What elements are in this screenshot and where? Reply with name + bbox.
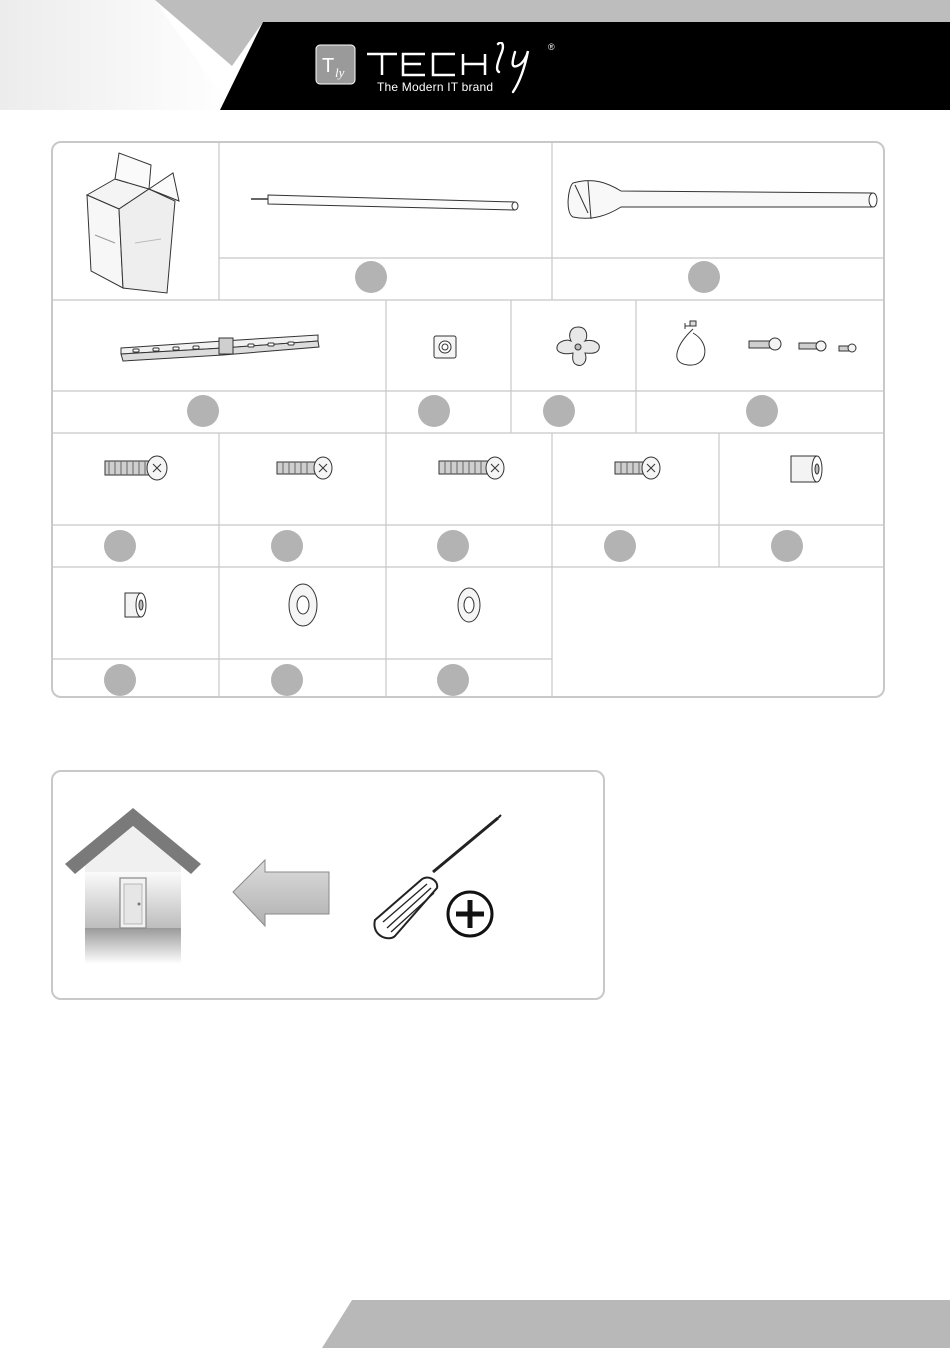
screw-icon (277, 457, 332, 479)
house-icon (65, 808, 201, 964)
screw-icon (105, 456, 167, 480)
tools-panel (51, 770, 605, 1000)
washer-icon (289, 584, 317, 626)
page-footer (0, 1300, 950, 1348)
badge-cable-screws (746, 395, 778, 427)
badge-screw-medium-b (437, 530, 469, 562)
page-header (0, 0, 950, 110)
phillips-plus-icon (448, 892, 492, 936)
parts-grid (53, 143, 885, 698)
washer-icon (458, 588, 480, 622)
badge-spacer-tall (771, 530, 803, 562)
bracket-icon (121, 335, 319, 361)
footer-band (0, 1300, 950, 1348)
badge-pole-short (355, 261, 387, 293)
badge-bracket (187, 395, 219, 427)
arrow-left-icon (233, 860, 329, 926)
tools-illustration (53, 772, 603, 998)
screw-icon (615, 457, 660, 479)
brand-logo-icon (315, 44, 357, 86)
badge-star-knob (543, 395, 575, 427)
brand-tagline: The Modern IT brand (377, 80, 494, 94)
badge-washer-small (437, 664, 469, 696)
badge-screw-short (604, 530, 636, 562)
svg-text:ly: ly (335, 65, 345, 80)
badge-square-nut (418, 395, 450, 427)
badge-screw-medium (271, 530, 303, 562)
screw-icon (439, 457, 504, 479)
badge-spacer-small (104, 664, 136, 696)
registered-mark: ® (548, 42, 555, 52)
badge-screw-long (104, 530, 136, 562)
package-box-icon (87, 153, 179, 293)
pole-icon (251, 195, 518, 210)
cable-screws-icon (677, 321, 856, 365)
badge-pole-with-base (688, 261, 720, 293)
spacer-icon (791, 456, 822, 482)
square-nut-icon (434, 336, 456, 358)
pole-base-icon (568, 181, 877, 219)
badge-washer-large (271, 664, 303, 696)
star-knob-icon (557, 327, 599, 365)
parts-list-panel (51, 141, 885, 698)
item-number-badges (104, 261, 803, 696)
svg-text:T: T (322, 55, 335, 77)
spacer-icon (125, 593, 146, 617)
